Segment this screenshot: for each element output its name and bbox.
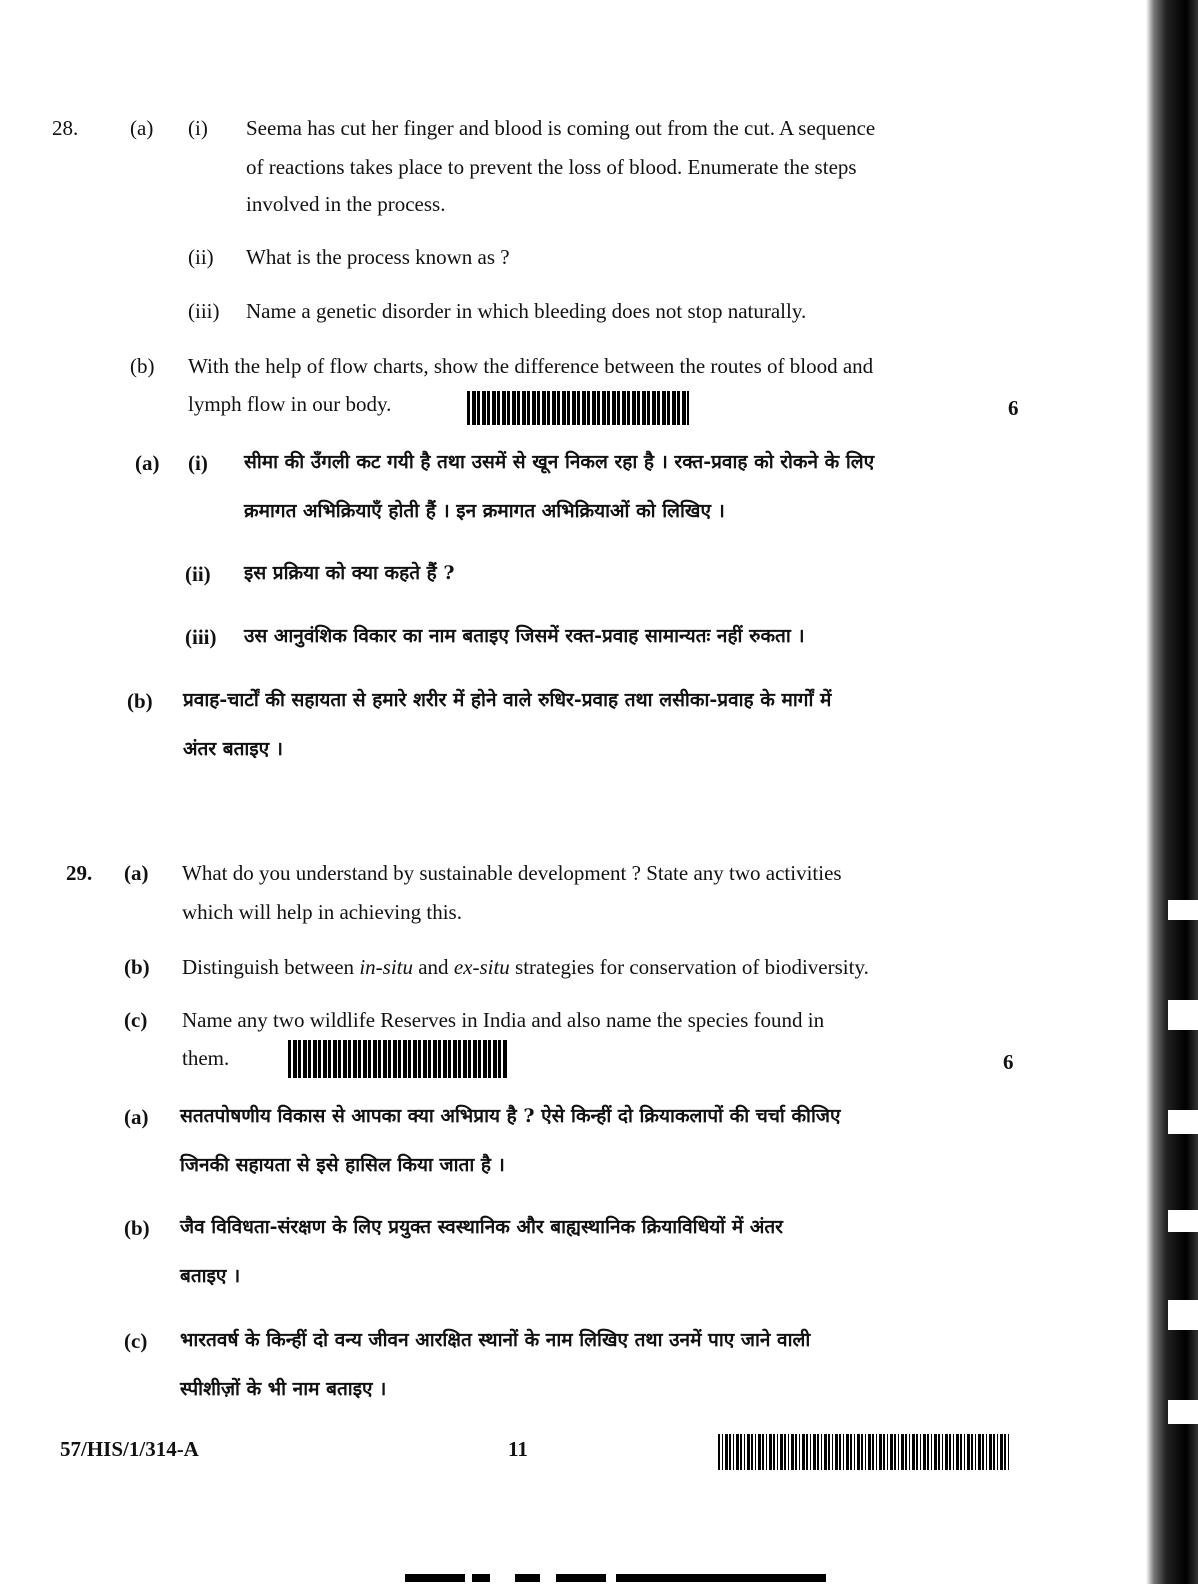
barcode-graphic (467, 391, 689, 425)
part-b-label: (b) (124, 1216, 150, 1240)
scan-edge-notch (1168, 1110, 1198, 1134)
text-span: Distinguish between (182, 955, 360, 979)
scan-artifact (405, 1574, 465, 1582)
part-a-label: (a) (135, 451, 160, 475)
text-line: involved in the process. (246, 192, 446, 216)
part-a-label: (a) (124, 1105, 149, 1129)
subpart-ii-label: (ii) (188, 245, 214, 269)
hindi-text-line: बताइए । (180, 1265, 241, 1287)
subpart-i-label: (i) (188, 116, 208, 140)
question-number: 28. (52, 116, 79, 140)
marks: 6 (1008, 396, 1019, 420)
scan-artifact (515, 1574, 540, 1582)
hindi-text-line: प्रवाह-चार्टों की सहायता से हमारे शरीर में होने वाले रुधिर-प्रवाह तथा लसीका-प्रवाह के मार्गों में (183, 689, 832, 711)
text-line: lymph flow in our body. (188, 392, 392, 416)
part-b-label: (b) (124, 955, 150, 979)
hindi-text-line: उस आनुवंशिक विकार का नाम बताइए जिसमें रक्त-प्रवाह सामान्यतः नहीं रुकता । (244, 625, 805, 647)
scan-edge-notch (1168, 1300, 1198, 1330)
text-line: What do you understand by sustainable development ? State any two activities (182, 861, 842, 885)
text-line: which will help in achieving this. (182, 900, 462, 924)
text-line: Name a genetic disorder in which bleeding does not stop naturally. (246, 299, 807, 323)
hindi-text-line: जिनकी सहायता से इसे हासिल किया जाता है । (180, 1154, 505, 1176)
text-span: and (412, 955, 454, 979)
hindi-text-line: इस प्रक्रिया को क्या कहते हैं ? (244, 562, 455, 584)
paper-code: 57/HIS/1/314-A (60, 1437, 199, 1461)
part-b-label: (b) (130, 354, 155, 378)
part-c-label: (c) (124, 1329, 148, 1353)
page-number: 11 (508, 1437, 528, 1461)
hindi-text-line: जैव विविधता-संरक्षण के लिए प्रयुक्त स्वस्थानिक और बाह्यस्थानिक क्रियाविधियों में अंतर (180, 1216, 783, 1238)
hindi-text-line: अंतर बताइए । (183, 738, 283, 760)
subpart-iii-label: (iii) (185, 625, 217, 649)
scan-artifact (472, 1574, 490, 1582)
marks: 6 (1003, 1050, 1014, 1074)
footer-barcode (718, 1434, 1010, 1470)
text-line: Name any two wildlife Reserves in India and also name the species found in (182, 1008, 825, 1032)
subpart-iii-label: (iii) (188, 299, 220, 323)
scan-edge-notch (1168, 1210, 1198, 1232)
scan-artifact (556, 1574, 606, 1582)
part-b-label: (b) (127, 689, 153, 713)
hindi-text-line: सततपोषणीय विकास से आपका क्या अभिप्राय है ? ऐसे किन्हीं दो क्रियाकलापों की चर्चा कीजिए (180, 1105, 841, 1127)
scan-edge-notch (1168, 1000, 1198, 1030)
scan-edge-notch (1168, 900, 1198, 920)
subpart-ii-label: (ii) (185, 562, 211, 586)
text-line (182, 955, 869, 980)
term-in-situ: in-situ (359, 955, 413, 979)
hindi-text-line: भारतवर्ष के किन्हीं दो वन्य जीवन आरक्षित स्थानों के नाम लिखिए तथा उनमें पाए जाने वाली (180, 1329, 811, 1351)
part-a-label: (a) (124, 861, 149, 885)
scan-edge-notch (1168, 1400, 1198, 1424)
part-a-label: (a) (130, 116, 154, 140)
term-ex-situ: ex-situ (453, 955, 510, 979)
text-line: them. (182, 1046, 230, 1070)
hindi-text-line: स्पीशीज़ों के भी नाम बताइए । (180, 1378, 387, 1400)
text-line: With the help of flow charts, show the difference between the routes of blood and (188, 354, 874, 378)
text-span: strategies for conservation of biodiversity. (509, 955, 869, 979)
barcode-graphic (288, 1040, 508, 1078)
text-line: Seema has cut her finger and blood is coming out from the cut. A sequence (246, 116, 876, 140)
text-line: of reactions takes place to prevent the loss of blood. Enumerate the steps (246, 155, 857, 179)
question-number: 29. (66, 861, 93, 885)
scan-artifact (616, 1574, 826, 1582)
part-c-label: (c) (124, 1008, 148, 1032)
subpart-i-label: (i) (188, 451, 208, 475)
hindi-text-line: सीमा की उँगली कट गयी है तथा उसमें से खून निकल रहा है । रक्त-प्रवाह को रोकने के लिए (244, 451, 875, 473)
scan-edge-strip (1146, 0, 1198, 1584)
text-line: What is the process known as ? (246, 245, 510, 269)
hindi-text-line: क्रमागत अभिक्रियाएँ होती हैं । इन क्रमागत अभिक्रियाओं को लिखिए । (244, 500, 725, 522)
